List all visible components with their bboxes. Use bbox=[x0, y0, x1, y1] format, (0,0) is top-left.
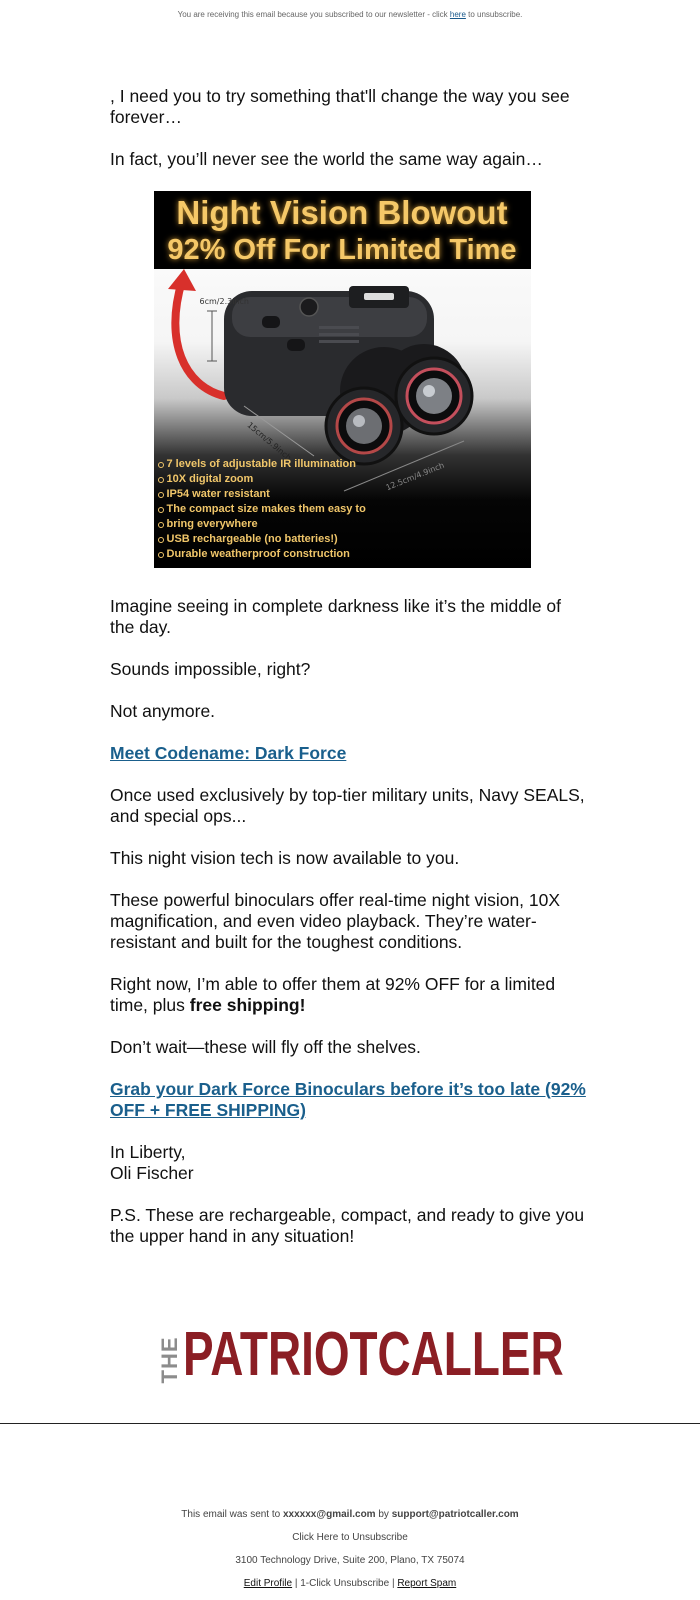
sent-prefix: This email was sent to bbox=[181, 1509, 283, 1520]
offer-text: Right now, I’m able to offer them at 92% OFF for a limited time, plus bbox=[110, 974, 556, 1015]
dimension-depth-label: 12.5cm/4.9inch bbox=[384, 460, 446, 493]
email-body bbox=[110, 86, 590, 1268]
unsubscribe-line bbox=[0, 1531, 700, 1554]
postscript: P.S. These are rechargeable, compact, and ready to give you the upper hand in any situation! bbox=[110, 1205, 585, 1246]
hero-subtitle: 92% Off For Limited Time bbox=[167, 234, 517, 266]
feature-item-continued: bring everywhere bbox=[158, 517, 366, 532]
footer-separator: | bbox=[292, 1578, 301, 1589]
offer-paragraph bbox=[110, 974, 590, 1016]
sent-to-line bbox=[0, 1508, 700, 1531]
dimension-width-label: 15cm/5.9inch bbox=[244, 420, 293, 463]
preheader bbox=[0, 10, 700, 19]
intro-paragraph: , I need you to try something that'll change the way you see forever… bbox=[110, 86, 570, 127]
feature-list bbox=[158, 457, 366, 562]
preheader-text: You are receiving this email because you subscribed to our newsletter - click bbox=[177, 10, 450, 19]
body-paragraph: These powerful binoculars offer real-time night vision, 10X magnification, and even video playback. They’re water-resistant and built for the toughest conditions. bbox=[110, 890, 561, 952]
footer-divider bbox=[0, 1423, 700, 1424]
feature-item: 10X digital zoom bbox=[158, 472, 366, 487]
body-paragraph: Imagine seeing in complete darkness like it’s the middle of the day. bbox=[110, 596, 562, 637]
feature-item: IP54 water resistant bbox=[158, 487, 366, 502]
hero-title: Night Vision Blowout bbox=[176, 194, 508, 231]
signoff-text: In Liberty, bbox=[110, 1142, 186, 1162]
edit-profile-link[interactable]: Edit Profile bbox=[243, 1578, 293, 1589]
dimension-height-label: 6cm/2.3inch bbox=[199, 297, 249, 306]
feature-item: 7 levels of adjustable IR illumination bbox=[158, 457, 366, 472]
signoff bbox=[110, 1142, 590, 1184]
product-hero-image[interactable] bbox=[154, 191, 531, 568]
patriot-caller-logo bbox=[0, 1320, 700, 1389]
grab-binoculars-link[interactable]: Grab your Dark Force Binoculars before it’s too late (92% OFF + FREE SHIPPING) bbox=[110, 1079, 586, 1120]
intro-paragraph-2: In fact, you’ll never see the world the same way again… bbox=[110, 149, 543, 169]
address-line: 3100 Technology Drive, Suite 200, Plano, TX 75074 bbox=[235, 1555, 465, 1566]
email-footer bbox=[0, 1508, 700, 1600]
body-paragraph: Once used exclusively by top-tier military units, Navy SEALS, and special ops... bbox=[110, 785, 585, 826]
one-click-unsubscribe-link[interactable]: 1-Click Unsubscribe bbox=[300, 1578, 390, 1589]
feature-item: USB rechargeable (no batteries!) bbox=[158, 532, 366, 547]
unsubscribe-link[interactable]: Click Here to Unsubscribe bbox=[292, 1532, 408, 1543]
logo-the-text: THE bbox=[157, 1336, 182, 1384]
feature-item: Durable weatherproof construction bbox=[158, 547, 366, 562]
preheader-unsubscribe-link[interactable]: here bbox=[449, 10, 466, 19]
recipient-email: xxxxxx@gmail.com bbox=[283, 1509, 376, 1520]
report-spam-link[interactable]: Report Spam bbox=[397, 1578, 457, 1589]
preheader-text-after: to unsubscribe. bbox=[465, 10, 523, 19]
body-paragraph: This night vision tech is now available to you. bbox=[110, 848, 460, 868]
meet-dark-force-link[interactable]: Meet Codename: Dark Force bbox=[110, 743, 347, 763]
free-shipping-text: free shipping! bbox=[189, 995, 306, 1015]
feature-item: The compact size makes them easy to bbox=[158, 502, 366, 517]
body-paragraph: Sounds impossible, right? bbox=[110, 659, 311, 679]
sent-by: by bbox=[375, 1509, 392, 1520]
logo-wordmark: PATRIOTCALLER bbox=[183, 1320, 564, 1389]
body-paragraph: Not anymore. bbox=[110, 701, 216, 721]
footer-separator: | bbox=[389, 1578, 398, 1589]
signature: Oli Fischer bbox=[110, 1163, 194, 1183]
body-paragraph: Don’t wait—these will fly off the shelves. bbox=[110, 1037, 421, 1057]
logo-the bbox=[157, 1327, 182, 1385]
sender-email: support@patriotcaller.com bbox=[391, 1509, 519, 1520]
